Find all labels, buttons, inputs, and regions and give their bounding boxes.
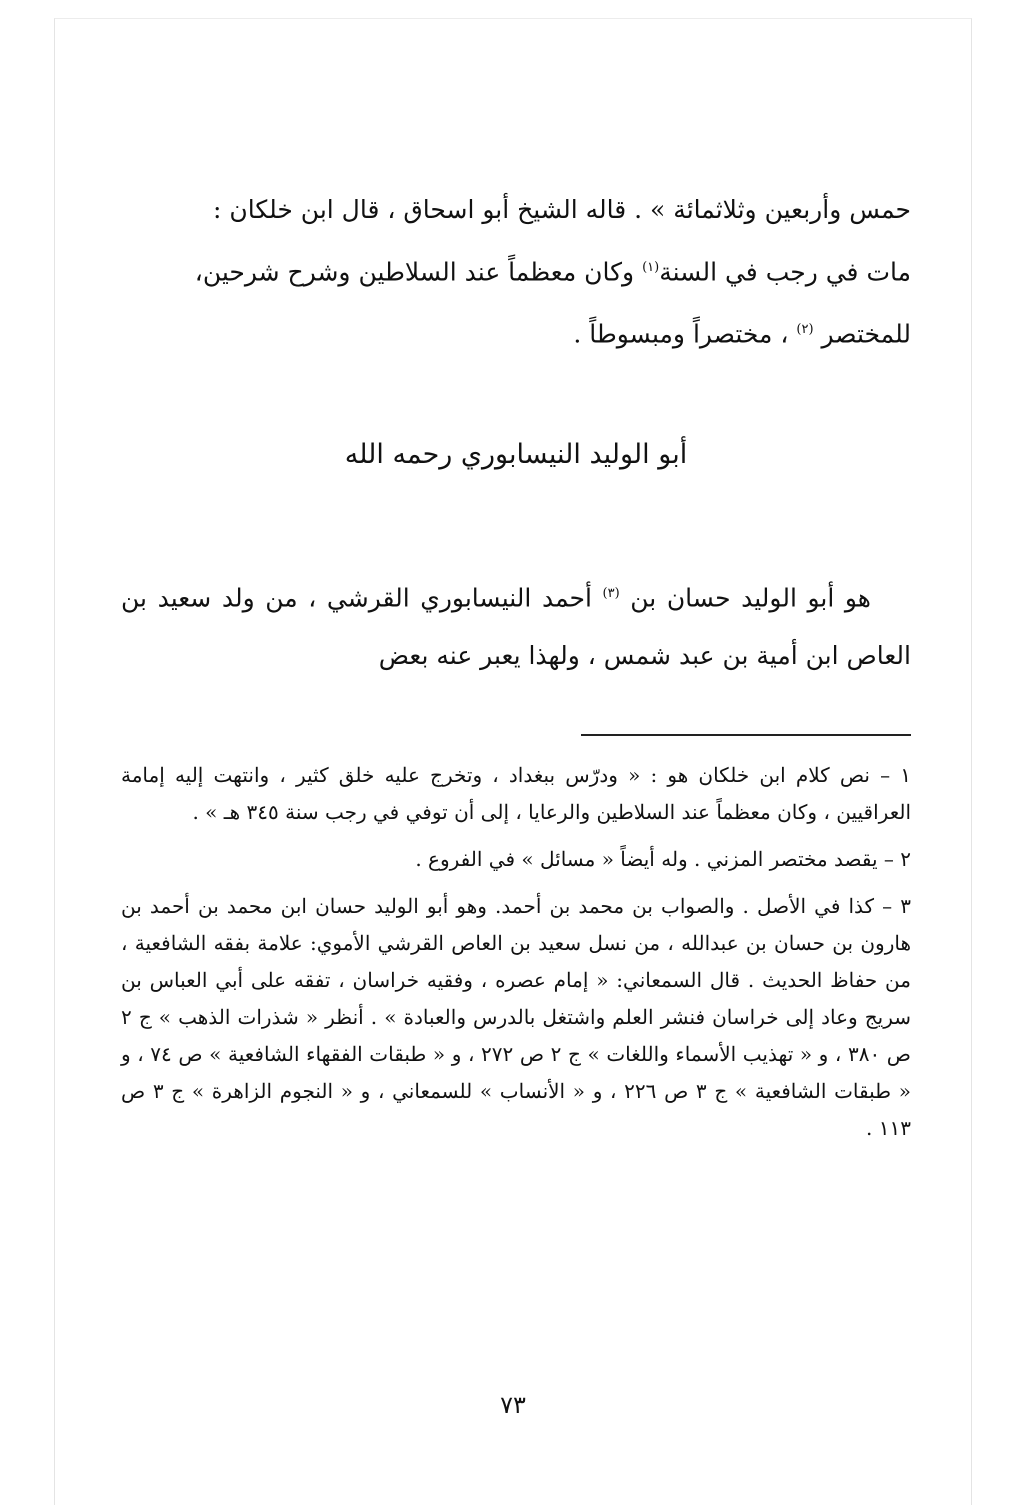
intro-paragraph (121, 181, 911, 364)
intro-line-2-text: مات في رجب في السنة (659, 257, 911, 287)
intro-line-3-rest: ، مختصراً ومبسوطاً . (573, 319, 797, 349)
footnotes (121, 757, 911, 1157)
intro-line-3 (121, 301, 911, 363)
intro-line-3-text: للمختصر (813, 319, 911, 349)
footnote-1: ١ – نص كلام ابن خلكان هو : « ودرّس ببغداد ، وتخرج عليه خلق كثير ، وانتهت إليه إمامة العراقيين ، وكان معظماً عند السلاطين والرعايا ، إلى أن توفي في رجب سنة ٣٤٥ هـ » . (121, 763, 911, 824)
book-page (54, 18, 972, 1505)
footnote-2: ٢ – يقصد مختصر المزني . وله أيضاً « مسائل » في الفروع . (415, 847, 911, 871)
footnote-3: ٣ – كذا في الأصل . والصواب بن محمد بن أحمد. وهو أبو الوليد حسان ابن محمد بن أحمد بن هارون بن حسان بن عبدالله ، من نسل سعيد بن العاص القرشي الأموي: علامة بفقه الشافعية ، من حفاظ الحديث . قال السمعاني: « إمام عصره ، وفقيه خراسان ، تفقه على أبي العباس بن سريج وعاد إلى خراسان فنشر العلم واشتغل بالدرس والعبادة » . أنظر « شذرات الذهب » ج ٢ ص ٣٨٠ ، و « تهذيب الأسماء واللغات » ج ٢ ص ٢٧٢ ، و « طبقات الفقهاء الشافعية » ص ٧٤ ، و « طبقات الشافعية » ج ٣ ص ٢٢٦ ، و « الأنساب » للسمعاني ، و « النجوم الزاهرة » ج ٣ ص ١١٣ . (121, 894, 911, 1140)
bio-text (121, 565, 911, 685)
footnote-ref-3: (٣) (602, 586, 620, 601)
page-number: ٧٣ (500, 1391, 526, 1419)
intro-line-1: حمس وأربعين وثلاثمائة » . قاله الشيخ أبو اسحاق ، قال ابن خلكان : (212, 195, 911, 224)
bio-text-rest: أحمد النيسابوري القرشي ، من ولد سعيد بن العاص ابن أمية بن عبد شمس ، ولهذا يعبر عنه بعض (121, 583, 911, 671)
intro-line-2 (121, 239, 911, 301)
intro-line-2-rest: وكان معظماً عند السلاطين وشرح شرحين، (194, 257, 643, 287)
footnote-ref-2: (٢) (796, 322, 814, 338)
footnote-divider (581, 734, 911, 736)
section-heading: أبو الوليد النيسابوري رحمه الله (344, 439, 688, 470)
bio-paragraph (121, 565, 911, 685)
bio-text-start: هو أبو الوليد حسان بن (619, 583, 871, 613)
footnote-ref-1: (١) (642, 260, 660, 275)
